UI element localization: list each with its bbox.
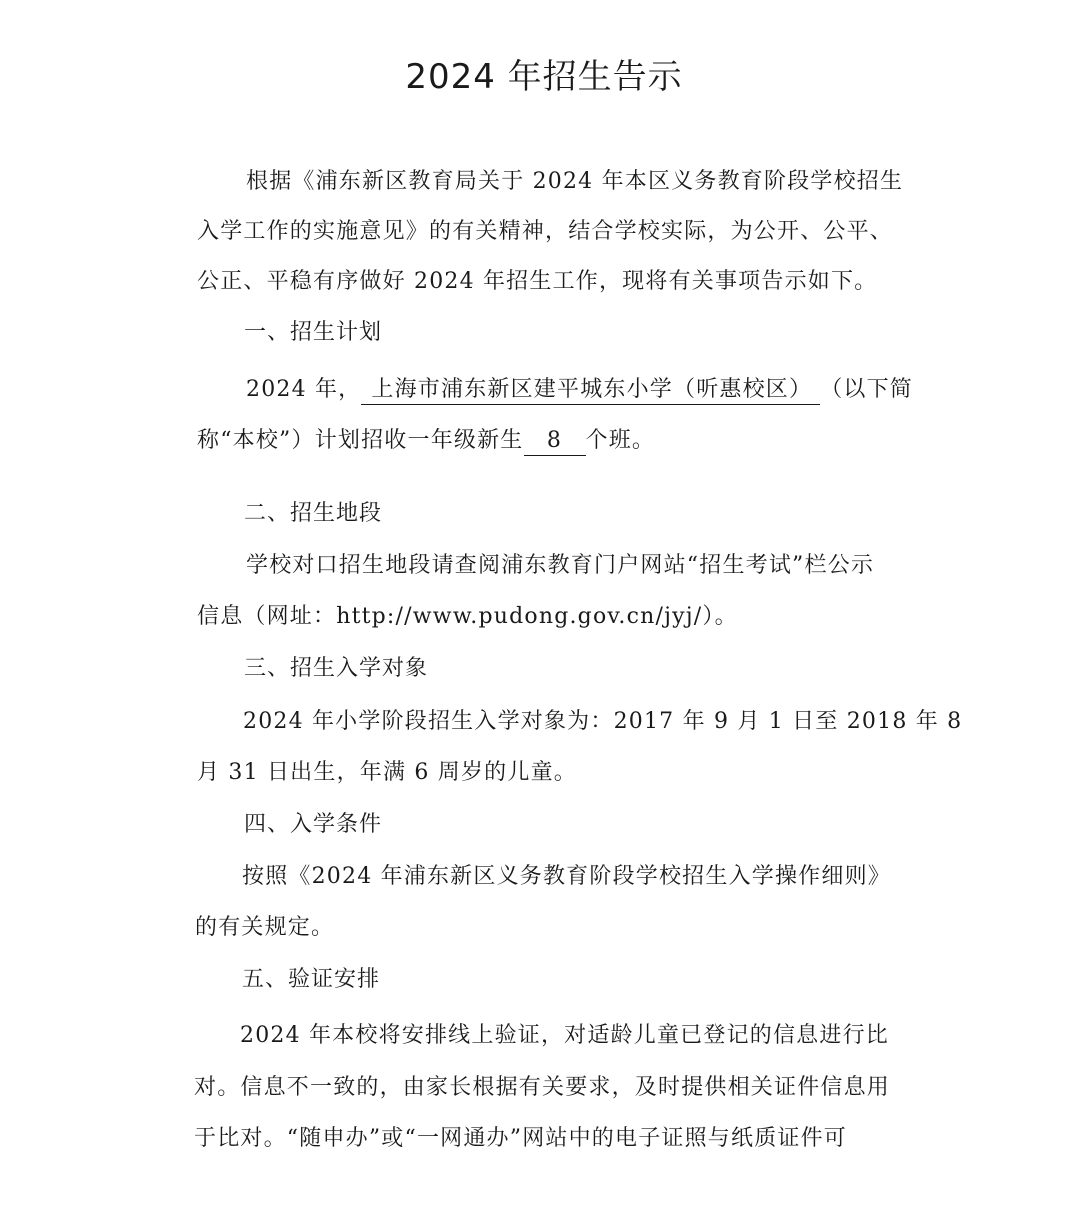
section-2-heading: 二、招生地段 [244, 501, 383, 526]
section-4-line-2: 的有关规定。 [195, 915, 335, 940]
section-5-heading: 五、验证安排 [242, 967, 381, 992]
section-5-line-3: 于比对。“随申办”或“一网通办”网站中的电子证照与纸质证件可 [194, 1126, 847, 1151]
section-5-line-2: 对。信息不一致的，由家长根据有关要求，及时提供相关证件信息用 [194, 1075, 891, 1100]
intro-line-1: 根据《浦东新区教育局关于 2024 年本区义务教育阶段学校招生 [246, 169, 904, 194]
section-1-line-2-prefix: 称“本校”）计划招收一年级新生 [197, 428, 524, 453]
school-name-field: 上海市浦东新区建平城东小学（听惠校区） [361, 376, 820, 405]
section-1-line-1-prefix: 2024 年， [246, 377, 362, 402]
section-1-line-2 [197, 424, 655, 458]
section-4-line-1: 按照《2024 年浦东新区义务教育阶段学校招生入学操作细则》 [242, 864, 891, 889]
section-3-line-1: 2024 年小学阶段招生入学对象为：2017 年 9 月 1 日至 2018 年 8 [243, 709, 963, 734]
section-3-line-2: 月 31 日出生，年满 6 周岁的儿童。 [197, 760, 577, 785]
section-1-heading: 一、招生计划 [244, 320, 383, 345]
section-2-line-2: 信息（网址：http://www.pudong.gov.cn/jyj/）。 [197, 604, 738, 629]
intro-line-3: 公正、平稳有序做好 2024 年招生工作，现将有关事项告示如下。 [197, 269, 878, 294]
section-2-line-1: 学校对口招生地段请查阅浦东教育门户网站“招生考试”栏公示 [246, 553, 875, 578]
document-title: 2024 年招生告示 [405, 57, 683, 97]
intro-line-2: 入学工作的实施意见》的有关精神，结合学校实际，为公开、公平、 [197, 219, 894, 244]
section-5-line-1: 2024 年本校将安排线上验证，对适龄儿童已登记的信息进行比 [240, 1023, 889, 1048]
section-1-line-1-suffix: （以下简 [820, 377, 914, 402]
class-count-field: 8 [524, 427, 586, 456]
section-3-heading: 三、招生入学对象 [244, 656, 429, 681]
section-1-line-2-suffix: 个班。 [585, 428, 656, 453]
section-4-heading: 四、入学条件 [244, 812, 383, 837]
section-1-line-1 [246, 373, 913, 407]
